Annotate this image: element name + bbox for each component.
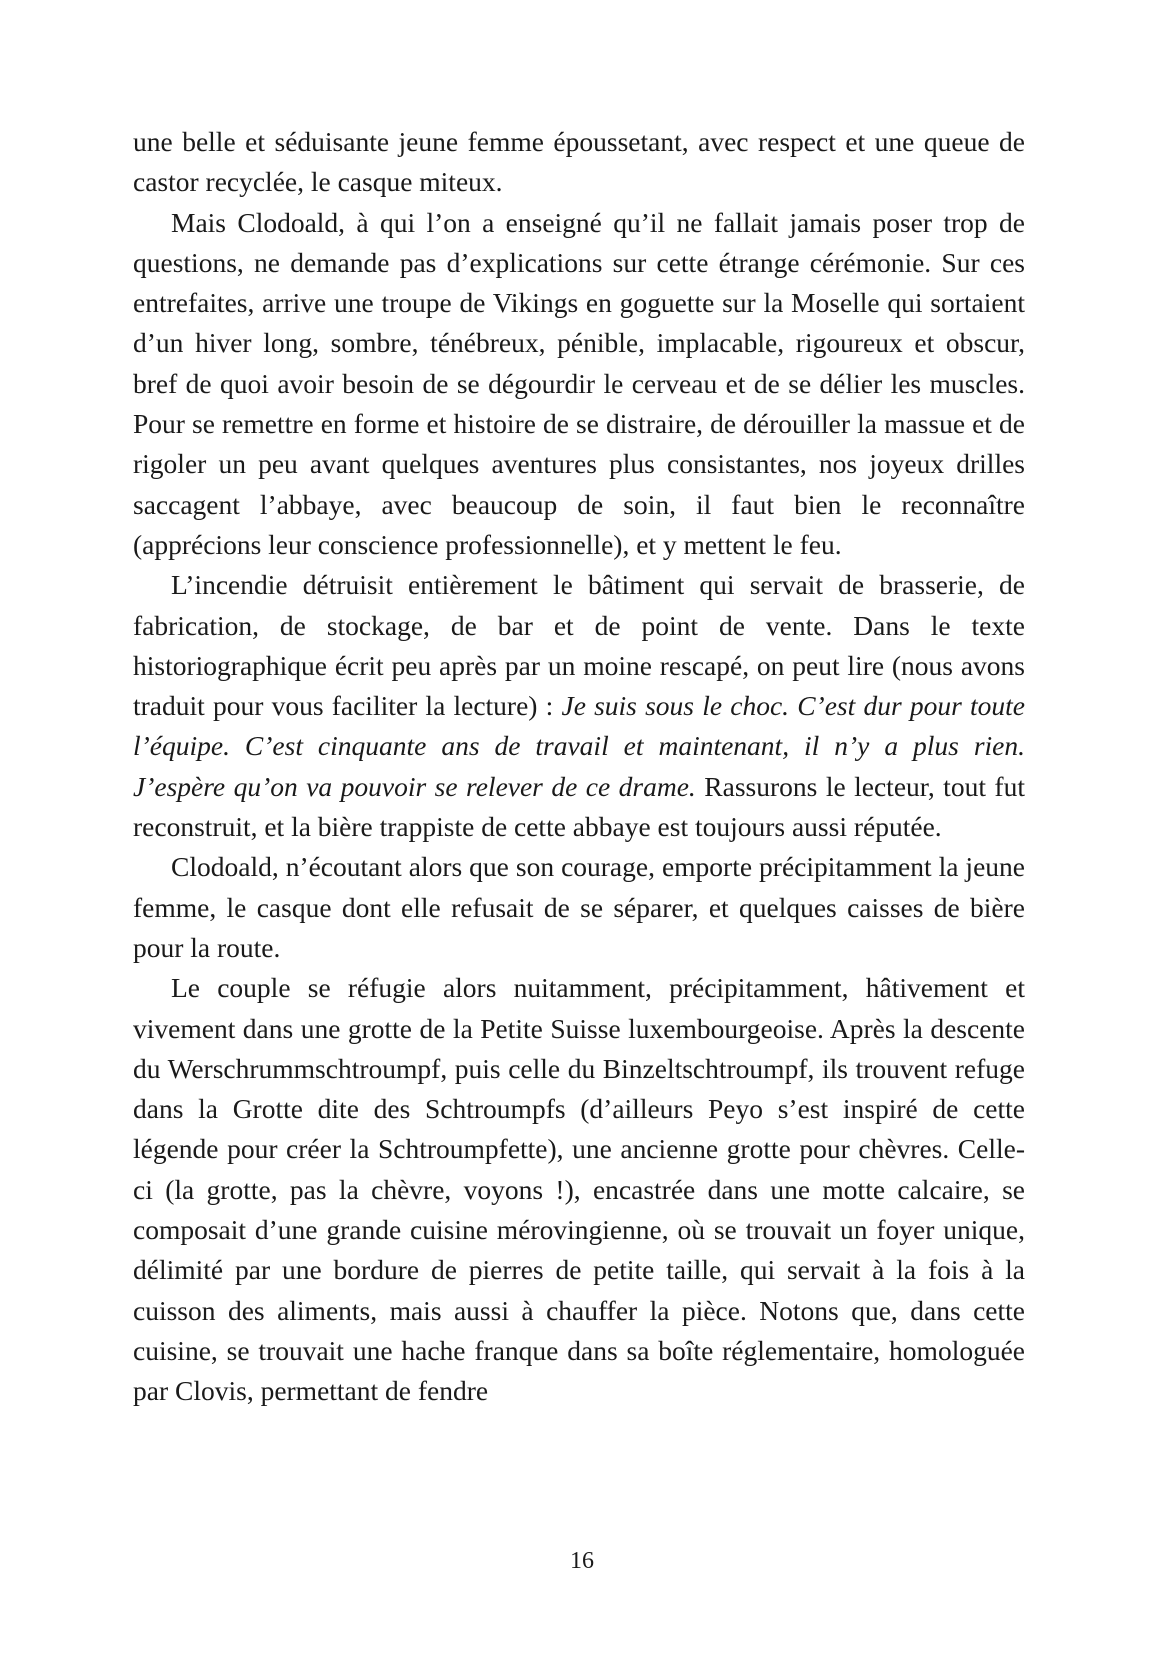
monk-quote: Je suis sous le choc. C’est dur pour toute l’équipe. C’est cinquante ans de travail et maintenant, il n’y a plus rien. J’espère qu’on va pouvoir se relever de ce drame. (133, 690, 1025, 802)
paragraph-2: Mais Clodoald, à qui l’on a enseigné qu’il ne fallait jamais poser trop de questions, ne demande pas d’explications sur cette étrange cérémonie. Sur ces entrefaites, arrive une troupe de Vikings en goguette sur la Moselle qui sortaient d’un hiver long, sombre, ténébreux, pénible, implacable, rigoureux et obscur, bref de quoi avoir besoin de se dégourdir le cerveau et de se délier les muscles. Pour se remettre en forme et histoire de se distraire, de dérouiller la massue et de rigoler un peu avant quelques aventures plus consistantes, nos joyeux drilles saccagent l’abbaye, avec beaucoup de soin, il faut bien le reconnaître (apprécions leur conscience professionnelle), et y mettent le feu. (133, 206, 1025, 560)
paragraph-3-text-before: L’incendie détruisit entièrement le bâtiment qui servait de brasserie, de fabrication, de stockage, de bar et de point de vente. Dans le texte historiographique écrit peu après par un moine rescapé, on peut lire (nous avons traduit pour vous faciliter la lecture) : (133, 569, 1025, 722)
paragraph-3 (133, 565, 1025, 847)
paragraph-4: Clodoald, n’écoutant alors que son courage, emporte précipitamment la jeune femme, le casque dont elle refusait de se séparer, et quelques caisses de bière pour la route. (133, 851, 1025, 963)
body-text (133, 122, 1025, 1412)
page-number: 16 (570, 1548, 594, 1574)
paragraph-3-text-after: Rassurons le lecteur, tout fut reconstruit, et la bière trappiste de cette abbaye est toujours aussi réputée. (133, 770, 1025, 843)
paragraph-5: Le couple se réfugie alors nuitamment, précipitamment, hâtivement et vivement dans une grotte de la Petite Suisse luxembourgeoise. Après la descente du Werschrummschtroumpf, puis celle du Binzeltschtroumpf, ils trouvent refuge dans la Grotte dite des Schtroumpfs (d’ailleurs Peyo s’est inspiré de cette légende pour créer la Schtroumpfette), une ancienne grotte pour chèvres. Celle-ci (la grotte, pas la chèvre, voyons !), encastrée dans une motte calcaire, se composait d’une grande cuisine mérovingienne, où se trouvait un foyer unique, délimité par une bordure de pierres de petite taille, qui servait à la fois à la cuisson des aliments, mais aussi à chauffer la pièce. Notons que, dans cette cuisine, se trouvait une hache franque dans sa boîte réglementaire, homologuée par Clovis, permettant de fendre (133, 972, 1025, 1407)
paragraph-1: une belle et séduisante jeune femme époussetant, avec respect et une queue de castor recyclée, le casque miteux. (133, 126, 1025, 198)
